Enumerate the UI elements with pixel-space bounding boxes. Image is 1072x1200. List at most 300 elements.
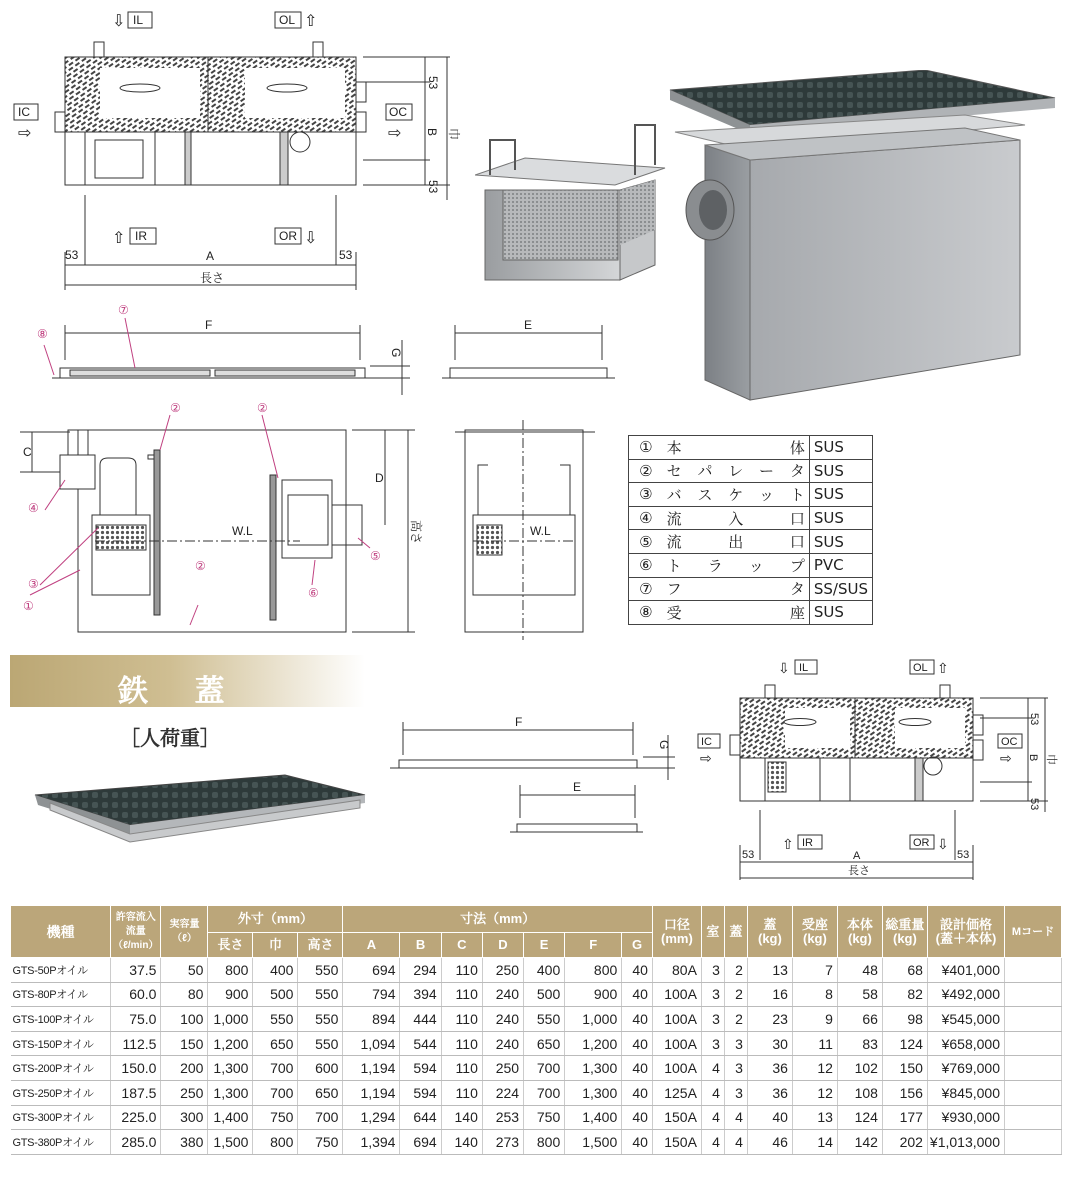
table-cell: 82 <box>882 982 927 1007</box>
table-row <box>11 1056 1062 1081</box>
table-cell: 1,300 <box>208 1080 253 1105</box>
part-name-text: ト ラ ッ プ <box>666 556 805 575</box>
parts-row <box>629 601 873 625</box>
table-cell: 750 <box>524 1105 565 1130</box>
dim-f: F <box>205 318 213 332</box>
table-cell: 700 <box>253 1080 298 1105</box>
table-cell: 700 <box>524 1080 565 1105</box>
th-height: 高さ <box>298 933 343 958</box>
table-cell: 202 <box>882 1130 927 1155</box>
table-cell: 66 <box>837 1007 882 1032</box>
table-cell: 900 <box>565 982 622 1007</box>
svg-text:⇧: ⇧ <box>304 13 318 30</box>
table-cell: 500 <box>524 982 565 1007</box>
th-seat-kg: 受座 (kg) <box>792 906 837 958</box>
table-cell: 224 <box>482 1080 523 1105</box>
dim-d: D <box>375 471 384 485</box>
table-cell: 1,000 <box>565 1007 622 1032</box>
flow-label-or: OR <box>279 229 297 243</box>
table-row <box>11 1130 1062 1155</box>
table-cell: 140 <box>441 1105 482 1130</box>
th-width: 巾 <box>253 933 298 958</box>
table-cell: 177 <box>882 1105 927 1130</box>
dim-b: B <box>1027 754 1039 762</box>
spec-table <box>10 905 1062 1155</box>
table-cell: 694 <box>400 1130 441 1155</box>
table-cell: 40 <box>622 982 653 1007</box>
table-cell: ¥1,013,000 <box>927 1130 1004 1155</box>
part-material: SUS <box>809 506 872 530</box>
table-cell: GTS-250Pオイル <box>11 1080 111 1105</box>
part-name <box>663 506 810 530</box>
table-cell: ¥930,000 <box>927 1105 1004 1130</box>
dim-a: A <box>853 850 861 862</box>
dim-53: 53 <box>339 248 353 262</box>
tank-illustration <box>665 70 1060 405</box>
table-cell: 83 <box>837 1031 882 1056</box>
callout-5: ⑤ <box>370 549 381 563</box>
table-cell: 800 <box>253 1130 298 1155</box>
th-dim-g: G <box>622 933 653 958</box>
table-cell: 7 <box>792 958 837 983</box>
table-cell: 3 <box>724 1031 747 1056</box>
table-cell: 1,200 <box>565 1031 622 1056</box>
flow-label-ir: IR <box>802 837 813 849</box>
flow-label-ic: IC <box>701 736 712 748</box>
mcode-cell <box>1005 1105 1062 1130</box>
table-cell: 30 <box>747 1031 792 1056</box>
table-cell: 3 <box>701 1007 724 1032</box>
table-cell: 750 <box>298 1130 343 1155</box>
part-name <box>663 459 810 483</box>
table-cell: 142 <box>837 1130 882 1155</box>
table-cell: GTS-80Pオイル <box>11 982 111 1007</box>
svg-text:⇧: ⇧ <box>112 230 126 247</box>
table-cell: 240 <box>482 1007 523 1032</box>
table-cell: 1,094 <box>343 1031 400 1056</box>
th-dim-a: A <box>343 933 400 958</box>
water-level-label: W.L <box>232 524 253 538</box>
mcode-cell <box>1005 1080 1062 1105</box>
parts-row <box>629 530 873 554</box>
table-cell: 1,300 <box>208 1056 253 1081</box>
table-cell: 594 <box>400 1080 441 1105</box>
table-cell: 108 <box>837 1080 882 1105</box>
table-cell: 800 <box>524 1130 565 1155</box>
table-cell: 23 <box>747 1007 792 1032</box>
dim-b: B <box>425 128 439 137</box>
table-cell: 125A <box>652 1080 701 1105</box>
table-cell: 1,500 <box>565 1130 622 1155</box>
svg-text:⇨: ⇨ <box>388 125 402 142</box>
table-cell: 394 <box>400 982 441 1007</box>
table-cell: 550 <box>524 1007 565 1032</box>
table-cell: 110 <box>441 1056 482 1081</box>
table-cell: 700 <box>253 1056 298 1081</box>
svg-text:⇧: ⇧ <box>937 660 949 676</box>
callout-7: ⑦ <box>118 303 129 317</box>
table-cell: 98 <box>882 1007 927 1032</box>
table-cell: 594 <box>400 1056 441 1081</box>
parts-row <box>629 459 873 483</box>
th-dim-b: B <box>400 933 441 958</box>
table-cell: ¥658,000 <box>927 1031 1004 1056</box>
table-cell: 110 <box>441 1080 482 1105</box>
table-cell: 100A <box>652 1007 701 1032</box>
table-cell: 2 <box>724 982 747 1007</box>
table-cell: 156 <box>882 1080 927 1105</box>
part-number: ⑧ <box>629 601 663 625</box>
table-cell: ¥545,000 <box>927 1007 1004 1032</box>
flow-label-il: IL <box>799 662 809 674</box>
table-cell: 400 <box>253 958 298 983</box>
table-row <box>11 982 1062 1007</box>
part-number: ⑦ <box>629 577 663 601</box>
part-number: ⑤ <box>629 530 663 554</box>
table-cell: 150 <box>882 1056 927 1081</box>
part-name <box>663 577 810 601</box>
table-cell: 250 <box>482 958 523 983</box>
table-cell: 1,394 <box>343 1130 400 1155</box>
svg-text:⇨: ⇨ <box>18 125 32 142</box>
parts-row <box>629 506 873 530</box>
dim-e: E <box>524 318 533 332</box>
table-cell: 550 <box>298 1007 343 1032</box>
table-cell: 12 <box>792 1056 837 1081</box>
dim-53: 53 <box>65 248 79 262</box>
table-cell: 650 <box>253 1031 298 1056</box>
part-name-text: フ タ <box>666 580 805 599</box>
part-material: PVC <box>809 553 872 577</box>
part-name <box>663 530 810 554</box>
table-cell: 46 <box>747 1130 792 1155</box>
part-number: ① <box>629 436 663 460</box>
part-name-text: セ パ レ ー タ <box>666 462 805 481</box>
part-material: SUS <box>809 483 872 507</box>
table-cell: 4 <box>724 1130 747 1155</box>
table-cell: 1,194 <box>343 1056 400 1081</box>
table-cell: 80 <box>161 982 208 1007</box>
table-cell: 14 <box>792 1130 837 1155</box>
table-cell: 644 <box>400 1105 441 1130</box>
table-cell: GTS-50Pオイル <box>11 958 111 983</box>
table-cell: 694 <box>343 958 400 983</box>
parts-legend-table <box>628 435 873 625</box>
th-bore: 口径 (mm) <box>652 906 701 958</box>
table-cell: 1,300 <box>565 1080 622 1105</box>
part-name <box>663 553 810 577</box>
table-cell: GTS-300Pオイル <box>11 1105 111 1130</box>
table-cell: 240 <box>482 982 523 1007</box>
table-cell: 2 <box>724 958 747 983</box>
table-cell: 200 <box>161 1056 208 1081</box>
table-cell: 40 <box>622 1105 653 1130</box>
th-body-kg: 本体 (kg) <box>837 906 882 958</box>
flow-label-oc: OC <box>389 105 407 119</box>
part-name <box>663 436 810 460</box>
table-cell: ¥769,000 <box>927 1056 1004 1081</box>
table-cell: 110 <box>441 1031 482 1056</box>
table-cell: 37.5 <box>111 958 161 983</box>
table-cell: 40 <box>622 1007 653 1032</box>
load-rating-label: ［人荷重］ <box>120 726 220 750</box>
table-cell: 13 <box>792 1105 837 1130</box>
part-number: ② <box>629 459 663 483</box>
part-name <box>663 483 810 507</box>
table-cell: 110 <box>441 1007 482 1032</box>
table-cell: 650 <box>524 1031 565 1056</box>
table-cell: 110 <box>441 982 482 1007</box>
table-cell: 150A <box>652 1105 701 1130</box>
th-model: 機種 <box>11 906 111 958</box>
callout-1: ① <box>23 599 34 613</box>
table-cell: 3 <box>701 982 724 1007</box>
table-cell: 100 <box>161 1007 208 1032</box>
callout-2: ② <box>195 559 206 573</box>
table-cell: 700 <box>298 1105 343 1130</box>
table-cell: 750 <box>253 1105 298 1130</box>
flow-label-il: IL <box>133 13 144 27</box>
th-lid-kg: 蓋 (kg) <box>747 906 792 958</box>
table-cell: 11 <box>792 1031 837 1056</box>
table-cell: 40 <box>622 958 653 983</box>
table-cell: 600 <box>298 1056 343 1081</box>
svg-text:⇧: ⇧ <box>782 836 794 852</box>
plan-view-diagram <box>0 0 470 300</box>
table-cell: 250 <box>482 1056 523 1081</box>
th-length: 長さ <box>208 933 253 958</box>
table-row <box>11 1080 1062 1105</box>
plan-view-diagram-small <box>690 650 1070 890</box>
table-cell: 1,400 <box>565 1105 622 1130</box>
table-cell: 36 <box>747 1056 792 1081</box>
table-cell: 4 <box>724 1105 747 1130</box>
part-name-text: バ ス ケ ッ ト <box>666 485 805 504</box>
table-cell: 550 <box>253 1007 298 1032</box>
part-number: ⑥ <box>629 553 663 577</box>
table-cell: 650 <box>298 1080 343 1105</box>
parts-row <box>629 436 873 460</box>
table-cell: 124 <box>882 1031 927 1056</box>
table-cell: 40 <box>622 1130 653 1155</box>
th-flow: 許容流入流量 （ℓ/min） <box>111 906 161 958</box>
table-cell: 700 <box>524 1056 565 1081</box>
table-cell: ¥845,000 <box>927 1080 1004 1105</box>
table-cell: 48 <box>837 958 882 983</box>
table-cell: 4 <box>701 1105 724 1130</box>
th-price: 設計価格 (蓋＋本体) <box>927 906 1004 958</box>
table-cell: 4 <box>701 1130 724 1155</box>
callout-2: ② <box>257 401 268 415</box>
table-cell: 800 <box>208 958 253 983</box>
table-cell: 40 <box>622 1056 653 1081</box>
th-chambers: 室 <box>701 906 724 958</box>
table-cell: 3 <box>701 958 724 983</box>
dim-53: 53 <box>742 849 755 861</box>
dim-height: 高さ <box>409 520 423 545</box>
dim-a: A <box>206 249 215 263</box>
table-cell: 50 <box>161 958 208 983</box>
mcode-cell <box>1005 1007 1062 1032</box>
part-material: SUS <box>809 459 872 483</box>
part-number: ④ <box>629 506 663 530</box>
table-cell: GTS-150Pオイル <box>11 1031 111 1056</box>
table-cell: 1,200 <box>208 1031 253 1056</box>
th-outer: 外寸（mm） <box>208 906 343 933</box>
table-cell: ¥492,000 <box>927 982 1004 1007</box>
callout-3: ③ <box>28 577 39 591</box>
table-cell: 75.0 <box>111 1007 161 1032</box>
table-cell: 444 <box>400 1007 441 1032</box>
table-cell: 124 <box>837 1105 882 1130</box>
flow-label-ol: OL <box>913 662 928 674</box>
mcode-cell <box>1005 1056 1062 1081</box>
table-cell: 3 <box>724 1056 747 1081</box>
th-capacity: 実容量 （ℓ） <box>161 906 208 958</box>
th-dim-c: C <box>441 933 482 958</box>
dim-width: 巾 <box>447 128 461 141</box>
table-cell: 250 <box>161 1080 208 1105</box>
part-material: SUS <box>809 601 872 625</box>
flow-label-ol: OL <box>279 13 296 27</box>
mcode-cell <box>1005 958 1062 983</box>
table-cell: ¥401,000 <box>927 958 1004 983</box>
table-cell: 40 <box>622 1080 653 1105</box>
part-name-text: 流 出 口 <box>666 533 805 552</box>
table-cell: 294 <box>400 958 441 983</box>
svg-text:⇩: ⇩ <box>937 836 949 852</box>
table-cell: 3 <box>701 1031 724 1056</box>
table-cell: 300 <box>161 1105 208 1130</box>
table-cell: 800 <box>565 958 622 983</box>
dim-g: G <box>657 740 671 750</box>
table-cell: 1,000 <box>208 1007 253 1032</box>
part-name-text: 受 座 <box>666 603 805 622</box>
part-name-text: 本 体 <box>666 438 805 457</box>
table-cell: 240 <box>482 1031 523 1056</box>
dim-c: C <box>23 445 32 459</box>
dim-width: 巾 <box>1045 754 1057 765</box>
table-cell: 4 <box>701 1056 724 1081</box>
dim-53: 53 <box>1028 798 1040 811</box>
table-cell: 12 <box>792 1080 837 1105</box>
dim-f: F <box>515 715 523 729</box>
table-cell: 102 <box>837 1056 882 1081</box>
table-cell: 100A <box>652 1056 701 1081</box>
th-total-kg: 総重量 (kg) <box>882 906 927 958</box>
table-cell: 80A <box>652 958 701 983</box>
parts-row <box>629 553 873 577</box>
table-cell: 400 <box>524 958 565 983</box>
table-cell: 1,194 <box>343 1080 400 1105</box>
table-cell: 13 <box>747 958 792 983</box>
table-cell: 4 <box>701 1080 724 1105</box>
cross-section-diagram <box>20 400 610 645</box>
section-title: 鉄 蓋 <box>118 674 243 709</box>
water-level-label: W.L <box>530 524 551 538</box>
th-dims: 寸法（mm） <box>343 906 652 933</box>
part-name <box>663 601 810 625</box>
table-cell: 285.0 <box>111 1130 161 1155</box>
table-cell: 550 <box>298 982 343 1007</box>
table-cell: 112.5 <box>111 1031 161 1056</box>
callout-4: ④ <box>28 501 39 515</box>
table-cell: 3 <box>724 1080 747 1105</box>
table-cell: 58 <box>837 982 882 1007</box>
parts-row <box>629 483 873 507</box>
flow-label-ic: IC <box>18 105 30 119</box>
lid-section-diagram <box>30 300 620 410</box>
lid-section-diagram-small <box>385 710 685 850</box>
table-cell: 1,294 <box>343 1105 400 1130</box>
table-cell: 894 <box>343 1007 400 1032</box>
callout-2: ② <box>170 401 181 415</box>
basket-illustration <box>475 120 675 290</box>
table-row <box>11 958 1062 983</box>
dim-e: E <box>573 780 582 794</box>
svg-text:⇩: ⇩ <box>778 660 790 676</box>
table-cell: 1,500 <box>208 1130 253 1155</box>
table-row <box>11 1031 1062 1056</box>
table-cell: 8 <box>792 982 837 1007</box>
table-cell: 36 <box>747 1080 792 1105</box>
dim-length: 長さ <box>848 865 870 877</box>
th-lids: 蓋 <box>724 906 747 958</box>
flow-label-oc: OC <box>1001 736 1018 748</box>
dim-53: 53 <box>426 180 440 194</box>
table-cell: 150A <box>652 1130 701 1155</box>
table-cell: 187.5 <box>111 1080 161 1105</box>
parts-row <box>629 577 873 601</box>
table-row <box>11 1105 1062 1130</box>
part-number: ③ <box>629 483 663 507</box>
table-cell: 2 <box>724 1007 747 1032</box>
dim-53: 53 <box>957 849 970 861</box>
svg-text:⇨: ⇨ <box>1000 750 1012 766</box>
dim-g: G <box>389 348 403 358</box>
part-material: SS/SUS <box>809 577 872 601</box>
mcode-cell <box>1005 1130 1062 1155</box>
table-cell: 273 <box>482 1130 523 1155</box>
table-cell: 1,400 <box>208 1105 253 1130</box>
table-cell: 544 <box>400 1031 441 1056</box>
table-cell: 1,300 <box>565 1056 622 1081</box>
th-dim-e: E <box>524 933 565 958</box>
table-cell: 9 <box>792 1007 837 1032</box>
th-mcode: Mコード <box>1005 906 1062 958</box>
table-cell: 150.0 <box>111 1056 161 1081</box>
part-material: SUS <box>809 436 872 460</box>
table-cell: 225.0 <box>111 1105 161 1130</box>
table-cell: 500 <box>253 982 298 1007</box>
table-cell: 140 <box>441 1130 482 1155</box>
table-cell: 100A <box>652 982 701 1007</box>
svg-text:⇨: ⇨ <box>700 750 712 766</box>
dim-53: 53 <box>1028 713 1040 726</box>
table-cell: 253 <box>482 1105 523 1130</box>
table-cell: 100A <box>652 1031 701 1056</box>
th-dim-f: F <box>565 933 622 958</box>
table-cell: 150 <box>161 1031 208 1056</box>
table-row <box>11 1007 1062 1032</box>
part-material: SUS <box>809 530 872 554</box>
svg-text:⇩: ⇩ <box>112 13 126 30</box>
flow-label-ir: IR <box>135 229 147 243</box>
svg-text:⇩: ⇩ <box>304 230 318 247</box>
callout-6: ⑥ <box>308 586 319 600</box>
table-cell: 550 <box>298 958 343 983</box>
table-cell: GTS-200Pオイル <box>11 1056 111 1081</box>
